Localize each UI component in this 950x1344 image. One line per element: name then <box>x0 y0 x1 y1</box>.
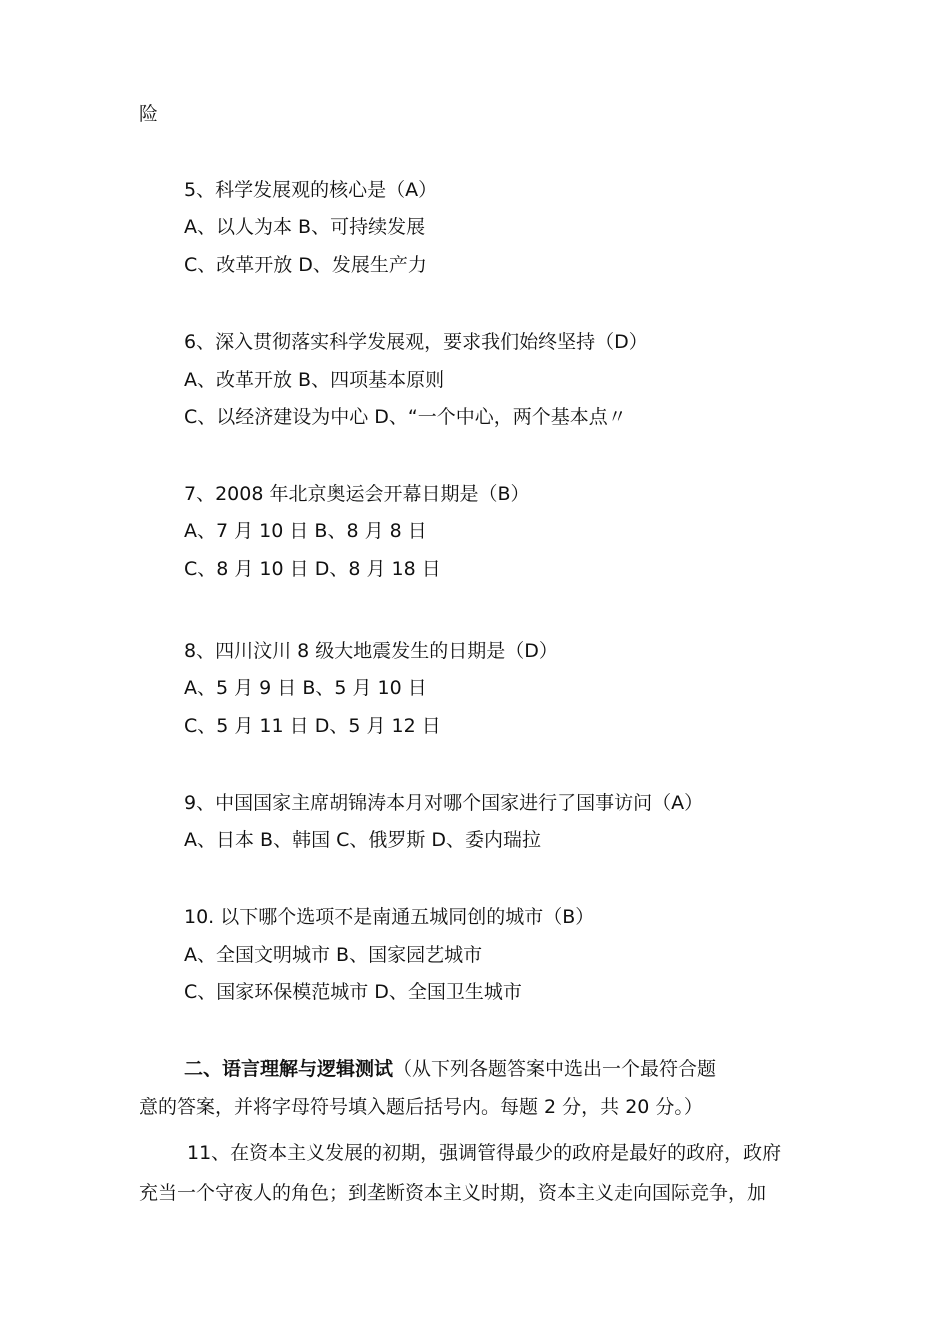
question-9-stem: 9、中国国家主席胡锦涛本月对哪个国家进行了国事访问（A） <box>184 792 704 814</box>
section-2-instruction-part-2: 意的答案，并将字母符号填入题后括号内。每题 2 分，共 20 分。） <box>139 1096 703 1118</box>
question-5-option-line-2: C、改革开放 D、发展生产力 <box>184 254 427 276</box>
question-9-option-line-1: A、日本 B、韩国 C、俄罗斯 D、委内瑞拉 <box>184 829 542 851</box>
question-6-option-line-1: A、改革开放 B、四项基本原则 <box>184 369 445 391</box>
question-11-line-2: 充当一个守夜人的角色；到垄断资本主义时期，资本主义走向国际竞争，加 <box>139 1182 767 1204</box>
continuation-text: 险 <box>139 103 159 125</box>
question-6-option-line-2: C、以经济建设为中心 D、“一个中心，两个基本点〃 <box>184 406 627 428</box>
question-8-option-line-2: C、5 月 11 日 D、5 月 12 日 <box>184 715 441 737</box>
question-5-stem: 5、科学发展观的核心是（A） <box>184 179 438 201</box>
question-5-option-line-1: A、以人为本 B、可持续发展 <box>184 216 426 238</box>
question-10-option-line-1: A、全国文明城市 B、国家园艺城市 <box>184 944 483 966</box>
question-7-stem: 7、2008 年北京奥运会开幕日期是（B） <box>184 483 530 505</box>
section-2-title: 二、语言理解与逻辑测试 <box>184 1058 394 1080</box>
question-10-stem: 10. 以下哪个选项不是南通五城同创的城市（B） <box>184 906 595 928</box>
section-2-instruction-part-1: （从下列各题答案中选出一个最符合题 <box>393 1058 717 1080</box>
question-10-option-line-2: C、国家环保模范城市 D、全国卫生城市 <box>184 981 522 1003</box>
question-8-option-line-1: A、5 月 9 日 B、5 月 10 日 <box>184 677 427 699</box>
section-2-heading <box>184 1057 716 1081</box>
question-11-line-1: 11、在资本主义发展的初期，强调管得最少的政府是最好的政府，政府 <box>187 1142 782 1164</box>
question-7-option-line-1: A、7 月 10 日 B、8 月 8 日 <box>184 520 427 542</box>
question-6-stem: 6、深入贯彻落实科学发展观，要求我们始终坚持（D） <box>184 331 648 353</box>
question-7-option-line-2: C、8 月 10 日 D、8 月 18 日 <box>184 558 441 580</box>
question-8-stem: 8、四川汶川 8 级大地震发生的日期是（D） <box>184 640 558 662</box>
